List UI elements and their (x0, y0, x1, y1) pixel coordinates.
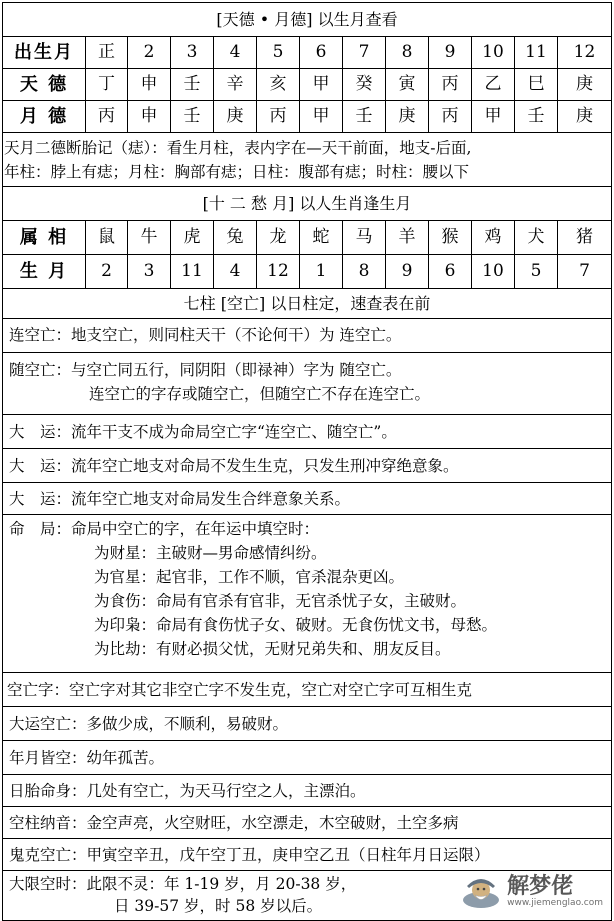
item-line: 为食伤：命局有官杀有官非，无官杀忧子女，主破财。 (94, 592, 467, 610)
item-line: 空柱纳音：金空声亮，火空财旺，水空漂走，木空破财，土空多病 (9, 814, 459, 832)
table-cell: 5 (515, 255, 558, 288)
table-cell: 壬 (171, 101, 214, 132)
table-cell: 庚 (214, 101, 257, 132)
table-cell: 2 (86, 255, 128, 288)
table-cell: 甲 (472, 101, 515, 132)
birthmark-note (3, 133, 611, 187)
item-line: 日 39-57 岁，时 58 岁以后。 (114, 897, 323, 915)
table-cell: 甲 (300, 101, 343, 132)
table-cell: 龙 (257, 221, 300, 254)
table-cell: 甲 (300, 69, 343, 100)
table-cell: 马 (343, 221, 386, 254)
item-line: 年月皆空：幼年孤苦。 (9, 749, 165, 767)
item-line: 日胎命身：几处有空亡，为天马行空之人，主漂泊。 (9, 782, 366, 800)
sorrow-month-row (3, 255, 611, 289)
item-line: 连空亡：地支空亡，则同柱天干（不论何干）为 连空亡。 (9, 326, 402, 344)
table-cell: 丙 (86, 101, 128, 132)
watermark-url: www.jiemenglao.com (507, 898, 603, 908)
site-watermark (459, 874, 603, 910)
table-cell: 庚 (576, 106, 593, 126)
table-cell: 7 (343, 37, 386, 68)
item-line: 连空亡的字存或随空亡，但随空亡不存在连空亡。 (89, 385, 431, 403)
item-line: 为财星：主破财—男命感情纠纷。 (94, 544, 327, 562)
void-item-nianyue (3, 741, 611, 775)
item-line: 为官星：起官非，工作不顺，官杀混杂更凶。 (94, 568, 405, 586)
table-cell: 10 (472, 37, 515, 68)
table-cell: 9 (386, 255, 429, 288)
void-item-dayun-3 (3, 483, 611, 515)
table-cell: 1 (300, 255, 343, 288)
item-line: 鬼克空亡：甲寅空辛丑，戊午空丁丑，庚申空乙丑（日柱年月日运限） (9, 846, 490, 864)
item-line: 大运空亡：多做少成，不顺利，易破财。 (9, 715, 289, 733)
table-cell: 壬 (515, 101, 558, 132)
table-cell: 兔 (214, 221, 257, 254)
table-cell: 9 (429, 37, 472, 68)
row-label: 属 相 (3, 221, 86, 254)
section3-title: 七柱 [空亡] 以日柱定，速查表在前 (3, 289, 611, 319)
table-cell: 4 (214, 255, 257, 288)
table-cell: 乙 (472, 69, 515, 100)
table-cell: 犬 (515, 221, 558, 254)
table-cell: 庚 (386, 101, 429, 132)
note-line: 年柱：脖上有痣；月柱：胸部有痣；日柱：腹部有痣；时柱：腰以下 (4, 163, 470, 181)
table-cell: 8 (343, 255, 386, 288)
void-item-kongwangzi (3, 673, 611, 707)
table-cell: 4 (214, 37, 257, 68)
table-cell: 12 (257, 255, 300, 288)
table-cell: 丙 (429, 101, 472, 132)
table-cell: 6 (300, 37, 343, 68)
section2-title: [十 二 愁 月] 以人生肖逢生月 (3, 187, 611, 221)
table-cell: 猴 (429, 221, 472, 254)
table-cell: 申 (128, 69, 171, 100)
row-label: 月 德 (3, 101, 86, 132)
table-cell: 庚 (576, 74, 593, 94)
table-cell: 12 (573, 42, 596, 62)
item-line: 大 运：流年干支不成为命局空亡字“连空亡、随空亡”。 (9, 423, 397, 441)
table-cell: 羊 (386, 221, 429, 254)
table-cell: 虎 (171, 221, 214, 254)
void-item-dayun-kong (3, 707, 611, 741)
table-cell: 正 (86, 37, 128, 68)
table-cell: 丁 (86, 69, 128, 100)
void-item-dayun-1 (3, 415, 611, 449)
table-cell: 猪 (576, 227, 593, 247)
zodiac-row (3, 221, 611, 255)
birth-month-row (3, 37, 611, 69)
table-cell: 癸 (343, 69, 386, 100)
table-cell: 8 (386, 37, 429, 68)
table-cell: 蛇 (300, 221, 343, 254)
item-line: 为印枭：命局有食伤忧子女、破财。无食伤忧文书，母愁。 (94, 616, 498, 634)
table-cell: 寅 (386, 69, 429, 100)
row-label: 生 月 (3, 255, 86, 288)
note-line: 天月二德断胎记（痣）：看生月柱，表内字在—天干前面，地支-后面, (4, 139, 472, 157)
item-line: 大限空时：此限不灵：年 1-19 岁，月 20-38 岁， (9, 875, 357, 893)
table-cell: 丙 (429, 69, 472, 100)
table-cell: 3 (171, 37, 214, 68)
table-cell: 鼠 (86, 221, 128, 254)
item-line: 大 运：流年空亡地支对命局发生合绊意象关系。 (9, 490, 351, 508)
table-cell: 3 (128, 255, 171, 288)
void-item-ritai (3, 775, 611, 807)
table-cell: 丙 (257, 101, 300, 132)
table-cell: 辛 (214, 69, 257, 100)
table-cell: 牛 (128, 221, 171, 254)
item-line: 随空亡：与空亡同五行，同阴阳（即禄神）字为 随空亡。 (9, 361, 402, 379)
reference-sheet (2, 2, 612, 921)
table-cell: 2 (128, 37, 171, 68)
item-line: 大 运：流年空亡地支对命局不发生生克，只发生刑冲穿绝意象。 (9, 457, 459, 475)
table-cell: 亥 (257, 69, 300, 100)
void-item-guike (3, 839, 611, 871)
watermark-name: 解梦佬 (507, 874, 574, 899)
table-cell: 壬 (171, 69, 214, 100)
yue-de-row (3, 101, 611, 133)
void-item-mingju (3, 515, 611, 673)
void-item-sui (3, 353, 611, 415)
void-item-nayin (3, 807, 611, 839)
section1-title: [天德 • 月德] 以生月查看 (3, 3, 611, 37)
sage-logo-icon (459, 874, 503, 910)
table-cell: 10 (472, 255, 515, 288)
row-label: 天 德 (3, 69, 86, 100)
table-cell: 7 (579, 261, 590, 281)
table-cell: 6 (429, 255, 472, 288)
tian-de-row (3, 69, 611, 101)
void-item-lian (3, 319, 611, 353)
table-cell: 鸡 (472, 221, 515, 254)
void-item-dayun-2 (3, 449, 611, 483)
item-line: 为比劫：有财必损父忧，无财兄弟失和、朋友反目。 (94, 640, 451, 658)
item-line: 空亡字：空亡字对其它非空亡字不发生克，空亡对空亡字可互相生克 (7, 681, 473, 699)
table-cell: 壬 (343, 101, 386, 132)
table-cell: 11 (171, 255, 214, 288)
item-line: 命 局：命局中空亡的字，在年运中填空时： (9, 520, 320, 538)
table-cell: 5 (257, 37, 300, 68)
table-cell: 11 (515, 37, 558, 68)
row-label: 出生月 (3, 37, 86, 68)
table-cell: 巳 (515, 69, 558, 100)
table-cell: 申 (128, 101, 171, 132)
